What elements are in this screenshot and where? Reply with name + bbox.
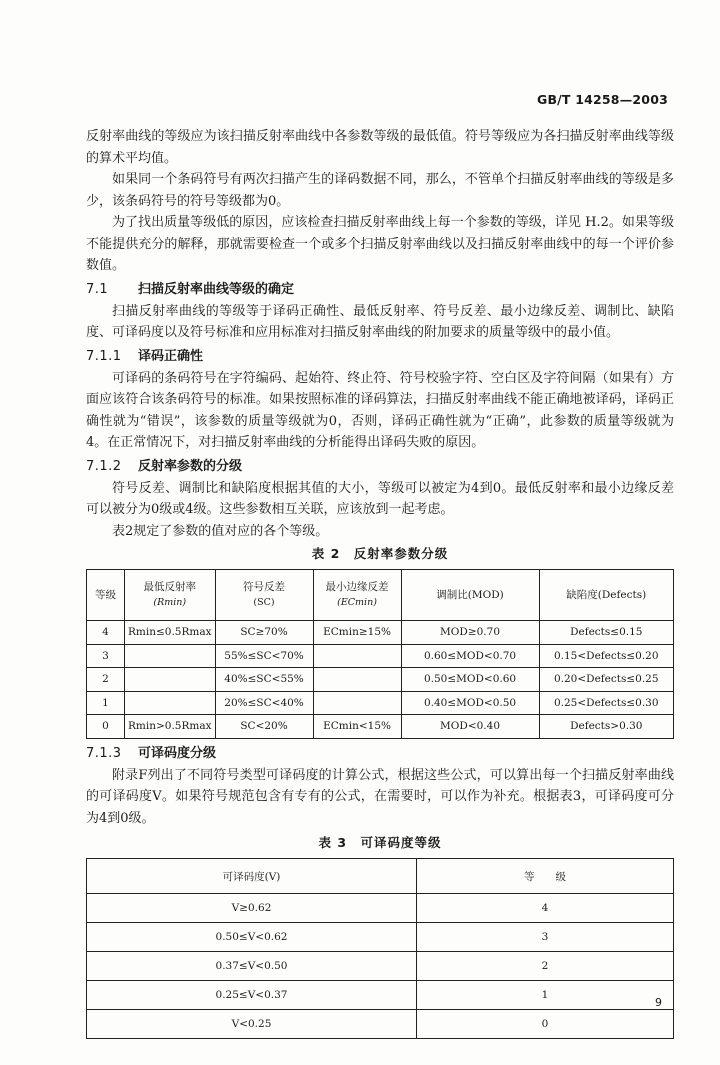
- section-heading-7-1: [86, 279, 674, 300]
- section-title: 可译码度分级: [138, 745, 217, 761]
- table-2: [86, 569, 674, 739]
- page-number: 9: [655, 996, 662, 1009]
- cell-grade: 2: [417, 952, 674, 981]
- header-mod: 调制比(MOD): [401, 570, 539, 621]
- header-sc: [215, 570, 313, 621]
- paragraph: 可译码的条码符号在字符编码、起始符、终止符、符号校验字符、空白区及字符间隔（如果有）方面应该符合该条码符号的标准。如果按照标准的译码算法，扫描反射率曲线不能正确地被译码，译码正确性就为“错误”，该参数的质量等级就为0，否则，译码正确性就为“正确”，此参数的质量等级就为4。在正常情况下，对扫描反射率曲线的分析能得出译码失败的原因。: [86, 370, 674, 450]
- page-content: [86, 126, 674, 1039]
- cell-grade: 0: [87, 715, 125, 739]
- cell-mod: MOD≥0.70: [401, 621, 539, 645]
- cell-decodability: 0.50≤V<0.62: [87, 923, 417, 952]
- cell-rmin: Rmin>0.5Rmax: [125, 715, 216, 739]
- cell-grade: 1: [417, 981, 674, 1010]
- table-row: [87, 952, 674, 981]
- cell-sc: SC≥70%: [215, 621, 313, 645]
- section-number: 7.1.2: [86, 458, 122, 474]
- cell-decodability: V≥0.62: [87, 894, 417, 923]
- header-ecmin: [313, 570, 401, 621]
- paragraph: 附录F列出了不同符号类型可译码度的计算公式，根据这些公式，可以算出每一个扫描反射率曲线的可译码度V。如果符号规范包含有专有的公式，在需要时，可以作为补充。根据表3，可译码度可分为4到0级。: [86, 767, 674, 826]
- table-row: [87, 668, 674, 692]
- cell-defects: Defects≤0.15: [539, 621, 673, 645]
- standard-number: GB/T 14258—2003: [536, 92, 668, 107]
- section-heading-7-1-1: [86, 346, 674, 367]
- cell-rmin: Rmin≤0.5Rmax: [125, 621, 216, 645]
- cell-defects: 0.15<Defects≤0.20: [539, 644, 673, 668]
- cell-sc: 20%≤SC<40%: [215, 691, 313, 715]
- cell-decodability: 0.37≤V<0.50: [87, 952, 417, 981]
- header-label: 最小边缘反差: [325, 581, 389, 593]
- cell-ecmin: [313, 691, 401, 715]
- cell-decodability: V<0.25: [87, 1010, 417, 1039]
- cell-ecmin: [313, 644, 401, 668]
- cell-grade: 2: [87, 668, 125, 692]
- table-row: [87, 715, 674, 739]
- header-decodability: 可译码度(V): [87, 859, 417, 894]
- cell-ecmin: ECmin≥15%: [313, 621, 401, 645]
- table-row: [87, 923, 674, 952]
- paragraph: 表2规定了参数的值对应的各个等级。: [112, 523, 329, 539]
- cell-grade: 0: [417, 1010, 674, 1039]
- cell-defects: 0.20<Defects≤0.25: [539, 668, 673, 692]
- section-heading-7-1-3: [86, 743, 674, 764]
- cell-rmin: [125, 691, 216, 715]
- section-heading-7-1-2: [86, 456, 674, 477]
- section-number: 7.1.3: [86, 745, 122, 761]
- cell-decodability: 0.25≤V<0.37: [87, 981, 417, 1010]
- header-grade: 等 级: [417, 859, 674, 894]
- cell-grade: 1: [87, 691, 125, 715]
- table-3-caption: 表 3 可译码度等级: [318, 835, 442, 850]
- cell-mod: 0.40≤MOD<0.50: [401, 691, 539, 715]
- paragraph: 符号反差、调制比和缺陷度根据其值的大小，等级可以被定为4到0。最低反射率和最小边缘反差可以被分为0级或4级。这些参数相互关联，应该放到一起考虑。: [86, 480, 674, 517]
- header-grade: 等级: [87, 570, 125, 621]
- table-header-row: [87, 859, 674, 894]
- section-title: 扫描反射率曲线等级的确定: [138, 281, 295, 297]
- section-number: 7.1.1: [86, 348, 122, 364]
- cell-ecmin: ECmin<15%: [313, 715, 401, 739]
- cell-defects: 0.25<Defects≤0.30: [539, 691, 673, 715]
- header-label: 符号反差: [243, 581, 286, 593]
- cell-mod: 0.60≤MOD<0.70: [401, 644, 539, 668]
- table-2-caption: 表 2 反射率参数分级: [311, 546, 449, 561]
- paragraph: 如果同一个条码符号有两次扫描产生的译码数据不同，那么，不管单个扫描反射率曲线的等级是多少，该条码符号的符号等级都为0。: [86, 172, 674, 209]
- table-row: [87, 894, 674, 923]
- header-symbol: (SC): [253, 597, 275, 608]
- table-row: [87, 1010, 674, 1039]
- header-symbol: (Rmin): [153, 597, 187, 608]
- cell-sc: SC<20%: [215, 715, 313, 739]
- cell-grade: 4: [87, 621, 125, 645]
- table-header-row: [87, 570, 674, 621]
- paragraph: 扫描反射率曲线的等级等于译码正确性、最低反射率、符号反差、最小边缘反差、调制比、缺陷度、可译码度以及符号标准和应用标准对扫描反射率曲线的附加要求的质量等级中的最小值。: [86, 303, 674, 340]
- cell-defects: Defects>0.30: [539, 715, 673, 739]
- cell-rmin: [125, 668, 216, 692]
- table-row: [87, 621, 674, 645]
- section-number: 7.1: [86, 281, 109, 297]
- header-defects: 缺陷度(Defects): [539, 570, 673, 621]
- header-rmin: [125, 570, 216, 621]
- paragraph: 反射率曲线的等级应为该扫描反射率曲线中各参数等级的最低值。符号等级应为各扫描反射率曲线等级的算术平均值。: [86, 129, 674, 166]
- cell-grade: 3: [87, 644, 125, 668]
- cell-rmin: [125, 644, 216, 668]
- section-title: 反射率参数的分级: [138, 458, 243, 474]
- cell-grade: 4: [417, 894, 674, 923]
- cell-sc: 55%≤SC<70%: [215, 644, 313, 668]
- table-3: [86, 858, 674, 1039]
- cell-mod: MOD<0.40: [401, 715, 539, 739]
- table-row: [87, 981, 674, 1010]
- header-symbol: (ECmin): [337, 597, 377, 608]
- section-title: 译码正确性: [138, 348, 204, 364]
- cell-ecmin: [313, 668, 401, 692]
- cell-grade: 3: [417, 923, 674, 952]
- cell-sc: 40%≤SC<55%: [215, 668, 313, 692]
- header-label: 最低反射率: [143, 581, 197, 593]
- table-row: [87, 644, 674, 668]
- table-row: [87, 691, 674, 715]
- cell-mod: 0.50≤MOD<0.60: [401, 668, 539, 692]
- paragraph: 为了找出质量等级低的原因，应该检查扫描反射率曲线上每一个参数的等级，详见 H.2。如果等级不能提供充分的解释，那就需要检查一个或多个扫描反射率曲线以及扫描反射率曲线中的每一个评价参数值。: [86, 215, 674, 273]
